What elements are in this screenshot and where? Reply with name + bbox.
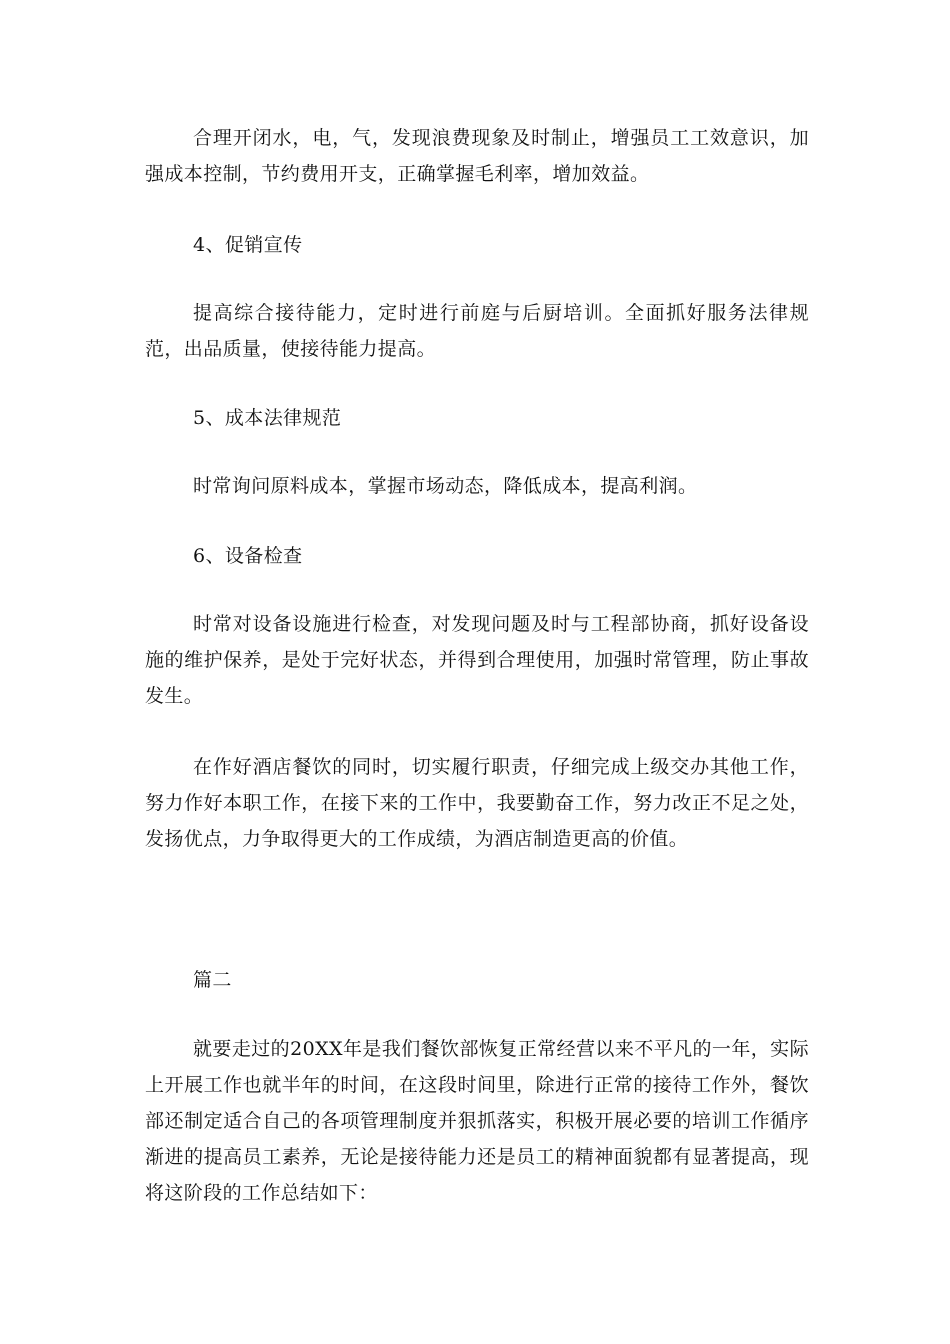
paragraph-promotion: 提高综合接待能力，定时进行前庭与后厨培训。全面抓好服务法律规范，出品质量，使接待能力提高。 <box>145 302 809 360</box>
paragraph-cost-standard: 时常询问原料成本，掌握市场动态，降低成本，提高利润。 <box>193 475 698 497</box>
heading-promotion: 4、促销宣传 <box>193 234 303 256</box>
paragraph-conclusion: 在作好酒店餐饮的同时，切实履行职责，仔细完成上级交办其他工作，努力作好本职工作，在接下来的工作中，我要勤奋工作，努力改正不足之处，发扬优点，力争取得更大的工作成绩，为酒店制造更高的价值。 <box>145 756 809 850</box>
paragraph-equipment-check: 时常对设备设施进行检查，对发现问题及时与工程部协商，抓好设备设施的维护保养，是处于完好状态，并得到合理使用，加强时常管理，防止事故发生。 <box>145 613 809 707</box>
section-title-part-two: 篇二 <box>193 969 232 991</box>
heading-equipment-check: 6、设备检查 <box>193 545 303 567</box>
paragraph-part-two-intro: 就要走过的20XX年是我们餐饮部恢复正常经营以来不平凡的一年，实际上开展工作也就半年的时间，在这段时间里，除进行正常的接待工作外，餐饮部还制定适合自己的各项管理制度并狠抓落实，积极开展必要的培训工作循序渐进的提高员工素养，无论是接待能力还是员工的精神面貌都有显著提高，现将这阶段的工作总结如下： <box>145 1038 809 1204</box>
heading-cost-standard: 5、成本法律规范 <box>193 407 342 429</box>
paragraph-cost-control: 合理开闭水，电，气，发现浪费现象及时制止，增强员工工效意识，加强成本控制，节约费用开支，正确掌握毛利率，增加效益。 <box>145 127 809 185</box>
